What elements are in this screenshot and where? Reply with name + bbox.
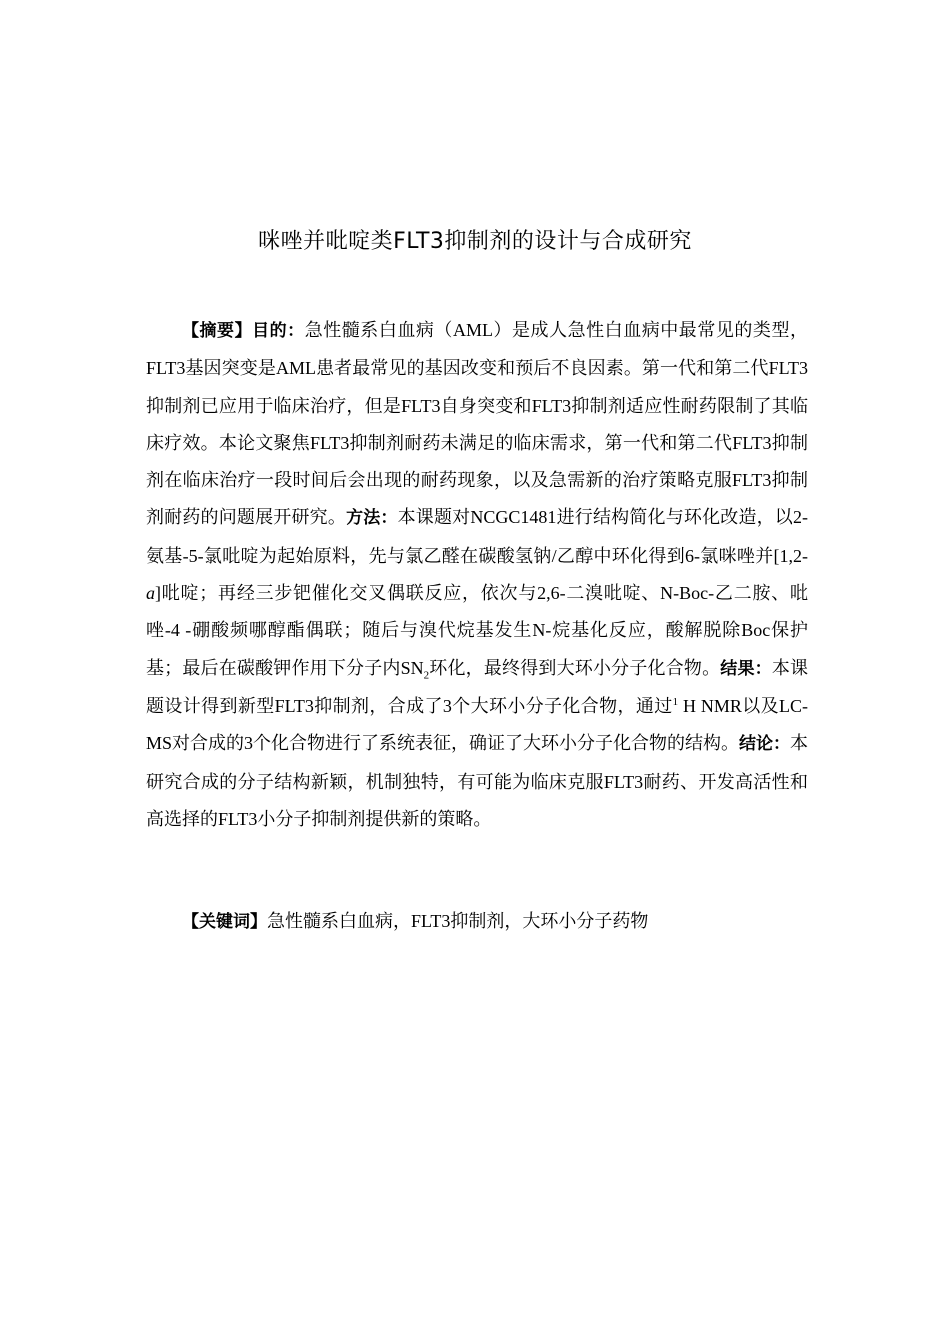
method-label: 方法： [346,508,398,529]
abstract-label: 【摘要】 [182,321,253,341]
abstract-paragraph [146,312,808,838]
paper-title: 咪唑并吡啶类FLT3抑制剂的设计与合成研究 [258,229,692,254]
purpose-text: 急性髓系白血病（AML）是成人急性白血病中最常见的类型，FLT3基因突变是AML患者最常见的基因改变和预后不良因素。第一代和第二代FLT3抑制剂已应用于临床治疗，但是FLT3自身突变和FLT3抑制剂适应性耐药限制了其临床疗效。本论文聚焦FLT3抑制剂耐药未满足的临床需求，第一代和第二代FLT3抑制剂在临床治疗一段时间后会出现的耐药现象，以及急需新的治疗策略克服FLT3抑制剂耐药的问题展开研究。 [146,320,808,528]
purpose-label: 目的： [252,321,305,341]
keywords-paragraph [146,903,808,941]
result-label: 结果： [720,658,772,679]
keywords-text: 急性髓系白血病，FLT3抑制剂，大环小分子药物 [267,911,649,931]
conclusion-text: 本研究合成的分子结构新颖，机制独特，有可能为临床克服FLT3耐药、开发高活性和高选择的FLT3小分子抑制剂提供新的策略。 [146,733,809,829]
keywords-label: 【关键词】 [182,912,267,932]
result-text-part-1: 本课题设计得到新型FLT3抑制剂，合成了3个大环小分子化合物，通过 [146,657,809,716]
method-subscript: 2 [423,669,430,682]
result-superscript: 1 [672,695,679,708]
result-text-part-2: H NMR以及LC-MS对合成的3个化合物进行了系统表征，确证了大环小分子化合物的结构。 [146,695,808,754]
conclusion-label: 结论： [739,734,791,755]
method-text-part-1: 本课题对NCGC1481进行结构简化与环化改造，以2-氨基-5-氯吡啶为起始原料，先与氯乙醛在碳酸氢钠/乙醇中环化得到6-氯咪唑并[1,2- [146,507,808,566]
method-text-part-3: 环化，最终得到大环小分子化合物。 [429,657,721,678]
method-text-italic: a [146,583,155,604]
method-text-part-2: ]吡啶；再经三步钯催化交叉偶联反应，依次与2,6-二溴吡啶、N-Boc-乙二胺、吡唑-4 -硼酸频哪醇酯偶联；随后与溴代烷基发生N-烷基化反应，酸解脱除Boc保护基；最后在碳酸钾作用下分子内SN [146,583,808,678]
